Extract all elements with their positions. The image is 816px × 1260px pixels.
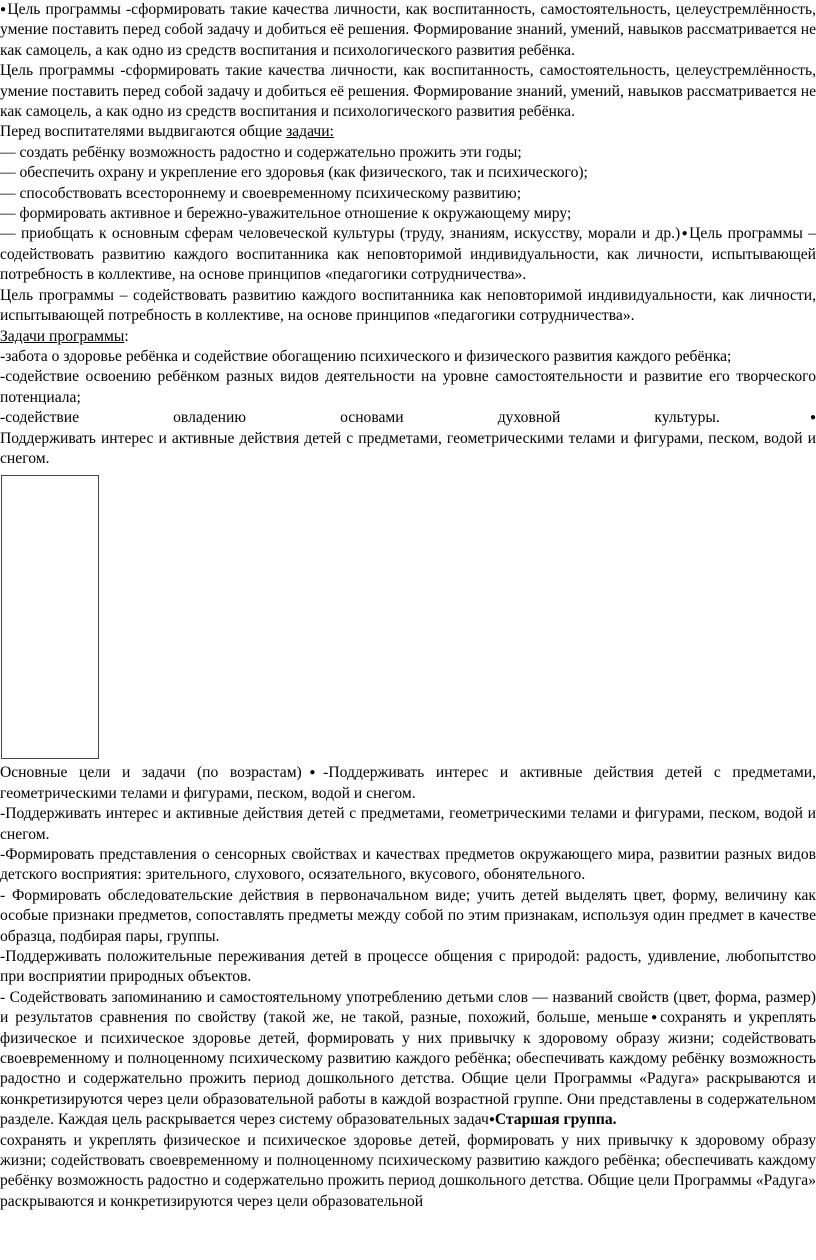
program-task-item: -содействие освоению ребёнком разных видов деятельности на уровне самостоятельности и развитие его творческого потенциала; (0, 368, 816, 406)
bullet-icon: ● (680, 228, 690, 240)
words-text: - Содействовать запоминанию и самостоятельному употреблению детьми слов — названий свойств (цвет, форма, размер) и результатов сравнения по свойству (такой же, не такой, разные, похожий, больше, меньше (0, 988, 816, 1027)
words-paragraph (0, 988, 816, 1131)
program-task-item-last (0, 408, 816, 428)
program-tasks-link[interactable]: Задачи программы (0, 327, 125, 345)
health-paragraph: сохранять и укреплять физическое и психическое здоровье детей, формировать у них привычку к здоровому образу жизни; содействовать своевременному и полноценному психическому развитию каждого ребёнка; обеспечивать каждому ребёнку возможность радостно и содержательно прожить период дошкольного детства. Общие цели Программы «Радуга» раскрываются и конкретизируются через цели образовательной (0, 1131, 816, 1210)
bullet-icon: ● (648, 1012, 661, 1024)
program-tasks-heading (0, 327, 816, 347)
task-item-culture (0, 224, 816, 285)
sensory-paragraph: -Формировать представления о сенсорных свойствах и качествах предметов окружающего мира, развитии разных видов детского восприятия: зрительного, слухового, осязательного, вкусового, обонятельного. (0, 845, 816, 884)
program-task-last-text: -содействие овладению основами духовной культуры. (0, 409, 720, 427)
task-item: — способствовать всестороннему и своевременному психическому развитию; (0, 184, 522, 202)
tasks-intro (0, 122, 816, 142)
program-task-item: -забота о здоровье ребёнка и содействие обогащению психического и физического развития каждого ребёнка; (0, 347, 732, 365)
interest-dash-paragraph: -Поддерживать интерес и активные действия детей с предметами, геометрическими телами и фигурами, песком, водой и снегом. (0, 805, 816, 843)
goal-text: Цель программы -сформировать такие качества личности, как воспитанность, самостоятельность, целеустремлённость, умение поставить перед собой задачу и добиться её решения. Формирование знаний, умений, навыков рассматривается не как самоцель, а как одно из средств воспитания и психологического развития ребёнка. (0, 1, 816, 59)
emotions-paragraph: -Поддерживать положительные переживания детей в процессе общения с природой: радость, удивление, любопытство при восприятии природных объектов. (0, 948, 816, 986)
bullet-icon: ● (301, 767, 324, 779)
heading-colon: : (124, 327, 129, 345)
task-item: — обеспечить охрану и укрепление его здоровья (как физического, так и психического); (0, 164, 588, 182)
task-item: — формировать активное и бережно-уважительное отношение к окружающему миру; (0, 205, 572, 223)
goal-text: Цель программы -сформировать такие качества личности, как воспитанность, самостоятельность, целеустремлённость, умение поставить перед собой задачу и добиться её решения. Формирование знаний, умений, навыков рассматривается не как самоцель, а как одно из средств воспитания и психологического развития ребёнка. (0, 62, 816, 121)
tasks-link[interactable]: задачи: (286, 123, 334, 141)
empty-image-frame (1, 475, 99, 759)
health-text: сохранять и укреплять физическое и психическое здоровье детей, формировать у них привычку к здоровому образу жизни; содействовать своевременному и полноценному психическому развитию каждого ребёнка; обеспечивать каждому ребёнку возможность радостно и содержательно прожить период дошкольного детства. Общие цели Программы «Радуга» раскрываются и конкретизируются через цели образовательной работы в каждой возрастной группе. Они представлены в содержательном разделе. Каждая цель раскрывается через систему образовательных задач (0, 1009, 816, 1129)
goal2-text: Цель программы – содействовать развитию каждого воспитанника как неповторимой индивидуальности, как личности, испытывающей потребность в коллективе, на основе принципов «педагогики сотрудничества». (0, 225, 816, 284)
senior-group-heading: Старшая группа. (494, 1111, 617, 1129)
task-item-text: — приобщать к основным сферам человеческой культуры (труду, знаниям, искусству, морали и др.) (0, 225, 681, 243)
bullet-icon: ● (488, 1114, 495, 1126)
interest-dash-text: -Поддерживать интерес и активные действия детей с предметами, геометрическими телами и фигурами, песком, водой и снегом. (0, 764, 816, 802)
bullet-icon: ● (0, 4, 8, 15)
goal-paragraph-2 (0, 61, 816, 122)
tasks-intro-text: Перед воспитателями выдвигаются общие (0, 123, 287, 141)
explore-paragraph: - Формировать обследовательские действия в первоначальном виде; учить детей выделять цвет, форму, величину как особые признаки предметов, сопоставлять предметы между собой по этим признакам, используя один предмет в качестве образца, подбирая пары, группы. (0, 886, 816, 945)
age-goals-paragraph (0, 763, 816, 804)
goal2-paragraph: Цель программы – содействовать развитию каждого воспитанника как неповторимой индивидуальности, как личности, испытывающей потребность в коллективе, на основе принципов «педагогики сотрудничества». (0, 286, 816, 325)
interest-paragraph: Поддерживать интерес и активные действия детей с предметами, геометрическими телами и фигурами, песком, водой и снегом. (0, 429, 816, 467)
goal-paragraph-1 (0, 0, 816, 61)
age-goals-label: Основные цели и задачи (по возрастам) (0, 764, 302, 782)
task-item: — создать ребёнку возможность радостно и содержательно прожить эти годы; (0, 143, 522, 161)
bullet-icon: ● (719, 412, 816, 424)
